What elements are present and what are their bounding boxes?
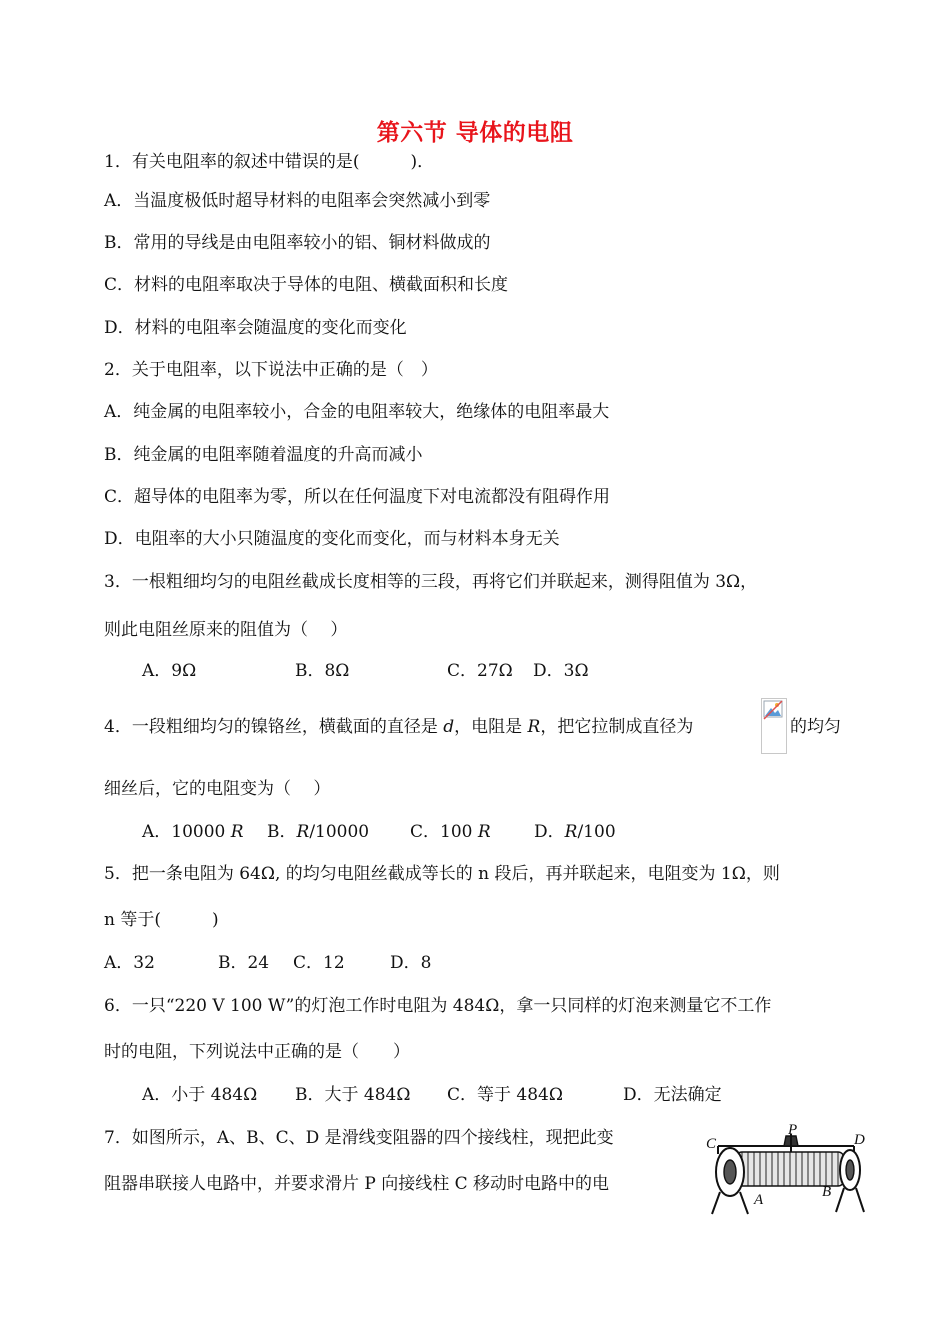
page-title: 第六节 导体的电阻 [376,120,574,146]
question-4-option-a: A．10000 R [142,822,244,842]
question-2-option-b: B．纯金属的电阻率随着温度的升高而减小 [104,445,423,465]
terminal-label-c: C [706,1136,717,1152]
question-1-option-b: B．常用的导线是由电阻率较小的铝、铜材料做成的 [104,233,491,253]
variable-d: d [443,717,455,737]
question-3-option-d: D．3Ω [533,661,589,681]
question-3-option-b: B．8Ω [295,661,350,681]
question-5-option-b: B．24 [218,953,270,973]
question-5-stem-line-1: 5．把一条电阻为 64Ω, 的均匀电阻丝截成等长的 n 段后，再并联起来，电阻变为 1Ω，则 [104,864,780,884]
question-2-option-d: D．电阻率的大小只随温度的变化而变化，而与材料本身无关 [104,529,560,549]
question-5-option-a: A．32 [104,953,155,973]
question-2-option-c: C．超导体的电阻率为零，所以在任何温度下对电流都没有阻碍作用 [104,487,611,507]
question-6-option-c: C．等于 484Ω [447,1085,563,1105]
question-6-option-d: D．无法确定 [623,1085,722,1105]
question-2-option-a: A．纯金属的电阻率较小，合金的电阻率较大，绝缘体的电阻率最大 [104,402,610,422]
question-1-option-a: A．当温度极低时超导材料的电阻率会突然减小到零 [104,191,491,211]
question-4-stem-line-1 [104,715,693,739]
question-6-option-a: A．小于 484Ω [142,1085,258,1105]
question-1-option-d: D．材料的电阻率会随温度的变化而变化 [104,318,407,338]
question-1-option-c: C．材料的电阻率取决于导体的电阻、横截面积和长度 [104,275,509,295]
question-7-stem-line-1: 7．如图所示，A、B、C、D 是滑线变阻器的四个接线柱，现把此变 [104,1128,614,1148]
rheostat-figure [704,1122,868,1222]
terminal-label-d: D [854,1132,865,1148]
question-3-option-c: C．27Ω [447,661,513,681]
question-4-stem-line-2: 细丝后，它的电阻变为（ ） [104,779,331,799]
question-4-option-c: C．100 R [410,822,491,842]
question-3-stem-line-2: 则此电阻丝原来的阻值为（ ） [104,620,348,640]
question-4-option-b: B．R/10000 [267,822,370,842]
question-4-stem-end: 的均匀 [790,717,841,737]
slider-label-p: P [788,1122,798,1138]
question-5-option-d: D．8 [390,953,432,973]
terminal-label-a: A [754,1192,764,1208]
question-6-stem-line-2: 时的电阻，下列说法中正确的是（ ） [104,1042,410,1062]
question-4-option-d: D．R/100 [534,822,616,842]
question-3-option-a: A．9Ω [142,661,197,681]
broken-image-icon [762,699,786,723]
question-2-stem: 2．关于电阻率，以下说法中正确的是（ ） [104,360,438,380]
question-4-stem-part-b: ，电阻是 [454,717,528,737]
question-3-stem-line-1: 3．一根粗细均匀的电阻丝截成长度相等的三段，再将它们并联起来，测得阻值为 3Ω， [104,572,758,592]
question-4-stem-part-a: 4．一段粗细均匀的镍铬丝，横截面的直径是 [104,717,444,737]
question-1-stem: 1．有关电阻率的叙述中错误的是( )． [104,152,435,172]
rheostat-drawing [712,1134,864,1214]
terminal-label-b: B [822,1184,832,1200]
question-6-stem-line-1: 6．一只“220 V 100 W”的灯泡工作时电阻为 484Ω，拿一只同样的灯泡来测量它不工作 [104,996,772,1016]
variable-r: R [527,717,541,737]
question-5-stem-line-2: n 等于( ) [104,910,219,930]
question-5-option-c: C．12 [293,953,345,973]
question-4-stem-part-c: ，把它拉制成直径为 [540,717,694,737]
broken-image-placeholder [761,698,787,754]
question-6-option-b: B．大于 484Ω [295,1085,411,1105]
question-7-stem-line-2: 阻器串联接人电路中，并要求滑片 P 向接线柱 C 移动时电路中的电 [104,1174,610,1194]
